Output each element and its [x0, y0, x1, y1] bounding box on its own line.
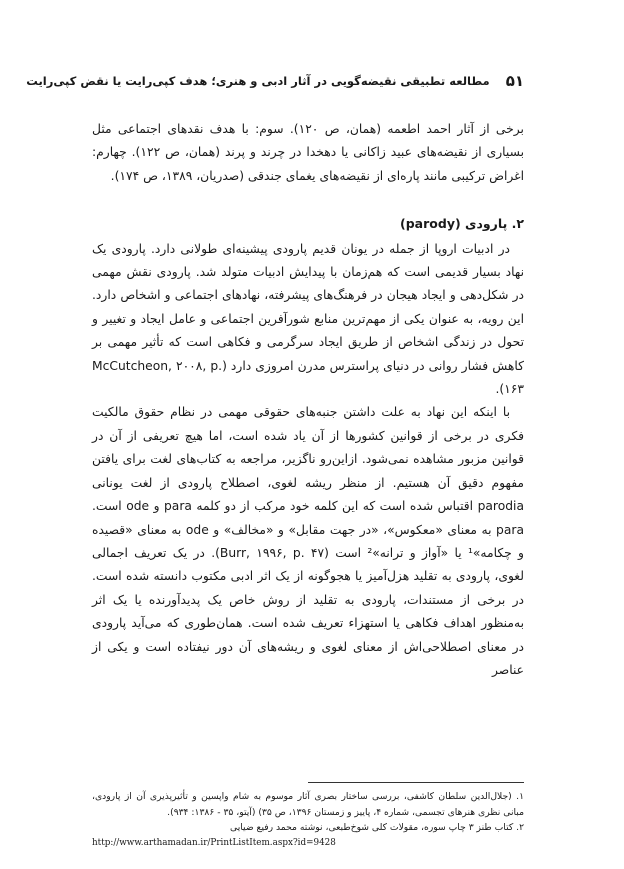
section-heading: ۲. پارودی (parody): [400, 216, 524, 232]
paragraph: با اینکه این نهاد به علت داشتن جنبه‌های حقوقی مهمی در نظام حقوق مالکیت فکری در برخی از قوانین کشورها از آن یاد شده است، اما هیچ تعریفی از آن در قوانین مزبور مشاهده نمی‌شود. ازاین‌رو ناگزیر، مراجعه به کتاب‌های لغت برای یافتن مفهوم دقیق آن هستیم. از منظر ریشه لغوی، اصطلاح پارودی از لغت یونانی parodia اقتباس شده است که این کلمه خود مرکب از دو کلمه para و ode است. para به معنای «معکوس»، «در جهت مقابل» و «مخالف» و ode به معنای «قصیده و چکامه»¹ یا «آواز و ترانه»² است (Burr, ۱۹۹۶, p. ۴۷). در یک تعریف اجمالی لغوی، پارودی به تقلید هزل‌آمیز یا هجوگونه از یک اثر ادبی مکتوب دانسته شده است. در برخی از مستندات، پارودی به تقلید از روش خاص یک پدیدآورنده یا یک اثر به‌منظور اهداف فکاهی یا استهزاء تعریف شده است. همان‌طوری که می‌آید پارودی در معنای اصطلاحی‌اش از معنای لغوی و ریشه‌های آن دور نیفتاده است و یکی از عناصر: [92, 405, 524, 677]
page-header: [26, 69, 524, 93]
intro-paragraph: برخی از آثار احمد اطعمه (همان، ص ۱۲۰). سوم: با هدف نقدهای اجتماعی مثل بسیاری از نقیضه‌های عبید زاکانی یا دهخدا در چرند و پرند (همان، ص ۱۲۲). چهارم: اغراض ترکیبی مانند پاره‌ای از نقیضه‌های یغمای جندقی (صدریان، ۱۳۸۹، ص ۱۷۴).: [92, 122, 524, 183]
body-text: [92, 118, 524, 682]
footnotes: [92, 789, 524, 851]
paragraph: در ادبیات اروپا از جمله در یونان قدیم پارودی پیشینه‌ای طولانی دارد. پارودی یک نهاد بسیار قدیمی است که هم‌زمان با پیدایش ادبیات متولد شد. پارودی نقش مهمی در شکل‌دهی و ایجاد هیجان در فرهنگ‌های پیشرفته، نهادهای اجتماعی و اشخاص دارد. این رویه، به عنوان یکی از مهم‌ترین منابع شورآفرین اجتماعی و عامل ایجاد و تغییر و تحول در زندگی اشخاص از طریق ایجاد سرگرمی و فکاهی است که تأثیر مهمی بر کاهش فشار روانی در دنیای پراسترس مدرن امروزی دارد (McCutcheon, ۲۰۰۸, p. ۱۶۳).: [92, 241, 524, 397]
footnote: ۱. (جلال‌الدین سلطان کاشفی، بررسی ساختار بصری آثار موسوم به شام واپسین و تأثیرپذیری آن از پارودی، مبانی نظری هنرهای تجسمی، شماره ۴، پاییز و زمستان ۱۳۹۶، ص ۳۵) (آیتو، ۳۵ - ۱۳۸۶: ۹۳۴).: [92, 791, 524, 818]
running-title: مطالعه تطبیقی نقیضه‌گویی در آثار ادبی و هنری؛ هدف کپی‌رایت یا نقض کپی‌رایت: [26, 74, 490, 88]
footnote-divider: [308, 782, 524, 783]
footnote-url: http://www.arthamadan.ir/PrintListItem.aspx?id=9428: [92, 837, 336, 848]
page-number: ۵۱: [505, 72, 524, 90]
footnote: ۲. کتاب طنز ۳ چاپ سوره، مقولات کلی شوخ‌طبعی، نوشته محمد رفیع ضیایی: [230, 822, 524, 833]
